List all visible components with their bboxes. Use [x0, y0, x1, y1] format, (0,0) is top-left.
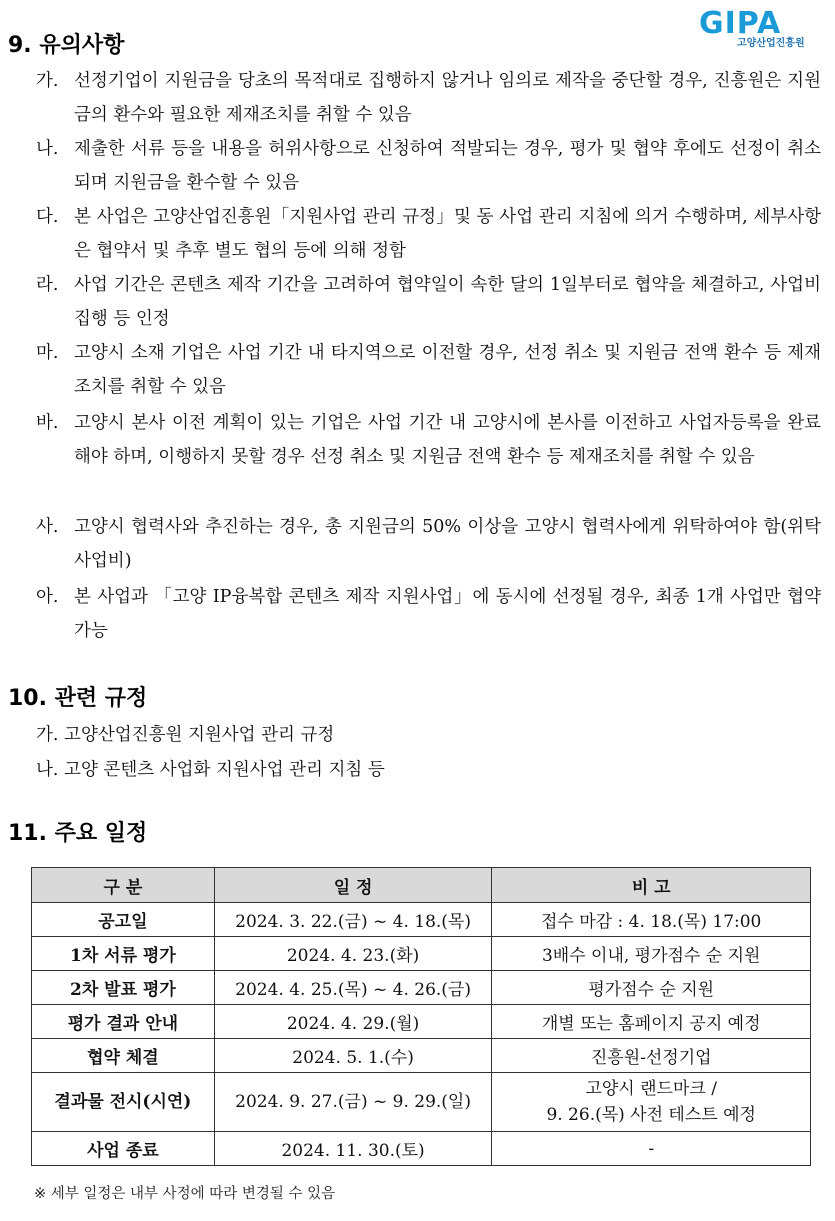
regulation-item: [36, 718, 334, 752]
logo-text: GIPA: [699, 6, 782, 41]
gipa-logo: [697, 8, 817, 48]
table-row: [32, 1005, 811, 1039]
item-text: 본 사업은 고양산업진흥원「지원사업 관리 규정」및 동 사업 관리 지침에 의거 수행하며, 세부사항은 협약서 및 추후 별도 협의 등에 의해 정함: [74, 207, 821, 261]
row-note: 평가점수 순 지원: [492, 971, 811, 1005]
table-row: [32, 971, 811, 1005]
item-marker: 라.: [36, 275, 59, 295]
row-category: 1차 서류 평가: [32, 937, 215, 971]
notice-item: [36, 336, 821, 404]
logo-subtext: 고양산업진흥원: [737, 38, 805, 49]
row-note: -: [492, 1132, 811, 1166]
column-header-schedule: 일 정: [214, 868, 492, 903]
table-row: [32, 1039, 811, 1073]
row-category: 2차 발표 평가: [32, 971, 215, 1005]
item-text: 고양시 본사 이전 계획이 있는 기업은 사업 기간 내 고양시에 본사를 이전하고 사업자등록을 완료해야 하며, 이행하지 못할 경우 선정 취소 및 지원금 전액 환수 등 제재조치를 취할 수 있음: [74, 413, 821, 467]
row-schedule: 2024. 4. 25.(목) ~ 4. 26.(금): [214, 971, 492, 1005]
row-category: 공고일: [32, 903, 215, 937]
item-text: 선정기업이 지원금을 당초의 목적대로 집행하지 않거나 임의로 제작을 중단할 경우, 진흥원은 지원금의 환수와 필요한 제재조치를 취할 수 있음: [74, 71, 821, 125]
row-note: 진흥원-선정기업: [492, 1039, 811, 1073]
row-category: 평가 결과 안내: [32, 1005, 215, 1039]
row-note-line2: 9. 26.(목) 사전 테스트 예정: [546, 1105, 756, 1125]
row-schedule: 2024. 5. 1.(수): [214, 1039, 492, 1073]
item-marker: 바.: [36, 413, 59, 433]
regulation-item: [36, 753, 385, 787]
row-note: [492, 1073, 811, 1132]
row-category: 사업 종료: [32, 1132, 215, 1166]
column-header-category: 구 분: [32, 868, 215, 903]
table-row: [32, 903, 811, 937]
row-schedule: 2024. 9. 27.(금) ~ 9. 29.(일): [214, 1073, 492, 1132]
item-marker: 나.: [36, 760, 59, 780]
item-text: 고양산업진흥원 지원사업 관리 규정: [64, 725, 335, 745]
notice-item: [36, 406, 821, 474]
item-marker: 아.: [36, 587, 59, 607]
row-note: 개별 또는 홈페이지 공지 예정: [492, 1005, 811, 1039]
row-schedule: 2024. 4. 23.(화): [214, 937, 492, 971]
notice-item: [36, 132, 821, 200]
schedule-footnote: ※ 세부 일정은 내부 사정에 따라 변경될 수 있음: [34, 1186, 336, 1202]
item-text: 고양 콘텐츠 사업화 지원사업 관리 지침 등: [64, 760, 385, 780]
item-marker: 나.: [36, 139, 59, 159]
column-header-note: 비 고: [492, 868, 811, 903]
item-marker: 사.: [36, 517, 59, 537]
section-11-heading: 11. 주요 일정: [8, 821, 148, 846]
table-row: [32, 937, 811, 971]
row-note-line1: 고양시 랜드마크 /: [585, 1079, 717, 1099]
notice-item: [36, 64, 821, 132]
row-schedule: 2024. 11. 30.(토): [214, 1132, 492, 1166]
row-category: 결과물 전시(시연): [32, 1073, 215, 1132]
notice-item: [36, 510, 821, 578]
table-row: [32, 1073, 811, 1132]
notice-item: [36, 268, 821, 336]
notice-item: [36, 200, 821, 268]
table-header-row: [32, 868, 811, 903]
row-note: 접수 마감 : 4. 18.(목) 17:00: [492, 903, 811, 937]
item-text: 고양시 협력사와 추진하는 경우, 총 지원금의 50% 이상을 고양시 협력사에게 위탁하여야 함(위탁사업비): [74, 517, 821, 571]
row-category: 협약 체결: [32, 1039, 215, 1073]
notice-item: [36, 580, 821, 648]
section-9-heading: 9. 유의사항: [8, 33, 125, 58]
row-schedule: 2024. 3. 22.(금) ~ 4. 18.(목): [214, 903, 492, 937]
item-marker: 마.: [36, 343, 59, 363]
row-schedule: 2024. 4. 29.(월): [214, 1005, 492, 1039]
row-note: 3배수 이내, 평가점수 순 지원: [492, 937, 811, 971]
item-text: 고양시 소재 기업은 사업 기간 내 타지역으로 이전할 경우, 선정 취소 및 지원금 전액 환수 등 제재조치를 취할 수 있음: [74, 343, 821, 397]
item-marker: 다.: [36, 207, 59, 227]
item-marker: 가.: [36, 71, 59, 91]
item-text: 사업 기간은 콘텐츠 제작 기간을 고려하여 협약일이 속한 달의 1일부터로 협약을 체결하고, 사업비 집행 등 인정: [74, 275, 821, 329]
section-10-heading: 10. 관련 규정: [8, 686, 148, 711]
item-text: 제출한 서류 등을 내용을 허위사항으로 신청하여 적발되는 경우, 평가 및 협약 후에도 선정이 취소되며 지원금을 환수할 수 있음: [74, 139, 821, 193]
item-marker: 가.: [36, 725, 59, 745]
schedule-table: [31, 867, 811, 1166]
item-text: 본 사업과 「고양 IP융복합 콘텐츠 제작 지원사업」에 동시에 선정될 경우, 최종 1개 사업만 협약 가능: [74, 587, 821, 641]
table-row: [32, 1132, 811, 1166]
